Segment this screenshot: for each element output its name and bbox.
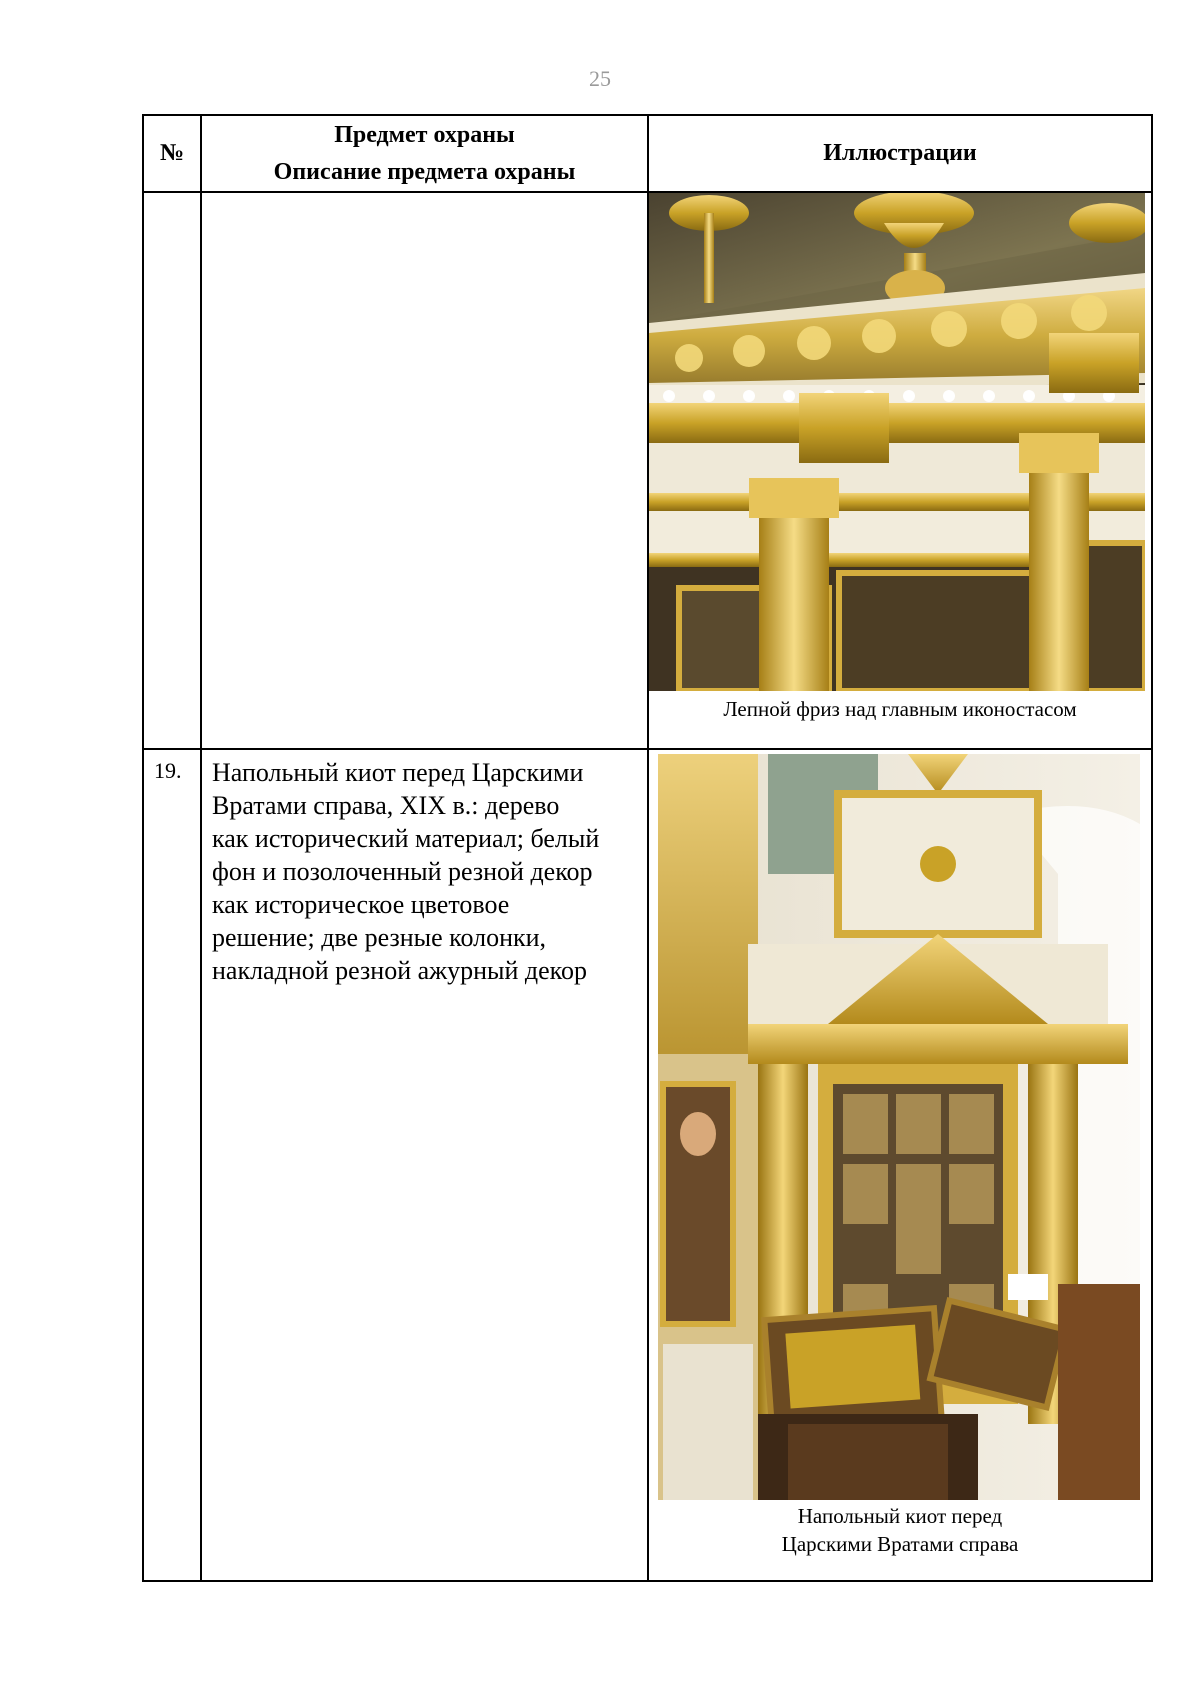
description-line: Напольный киот перед Царскими: [212, 758, 584, 787]
table-row: [143, 749, 1152, 1581]
description-line: накладной резной ажурный декор: [212, 956, 587, 985]
photo-container: [649, 193, 1151, 723]
row-description: [202, 750, 647, 987]
row-description-cell: [201, 749, 648, 1581]
header-description-line1: Предмет охраны: [334, 121, 515, 148]
description-line: как историческое цветовое: [212, 890, 510, 919]
kiot-photo: [658, 754, 1140, 1500]
row-num-cell: 19.: [143, 749, 201, 1581]
description-line: как исторический материал; белый: [212, 824, 600, 853]
description-line: фон и позолоченный резной декор: [212, 857, 593, 886]
table-row: [143, 192, 1152, 749]
photo-container: [649, 750, 1151, 1558]
header-description-line2: Описание предмета охраны: [273, 158, 576, 185]
row-num-cell: [143, 192, 201, 749]
row-illustration-cell: [648, 749, 1152, 1581]
header-description: [201, 115, 648, 192]
protection-table: [142, 114, 1153, 1582]
photo-caption-line: Царскими Вратами справа: [781, 1532, 1019, 1556]
photo-caption: Лепной фриз над главным иконостасом: [723, 697, 1077, 721]
row-illustration-cell: [648, 192, 1152, 749]
header-num: №: [143, 115, 201, 192]
description-line: решение; две резные колонки,: [212, 923, 547, 952]
description-line: Вратами справа, XIX в.: дерево: [212, 791, 560, 820]
frieze-photo: [649, 193, 1145, 691]
page-number: 25: [589, 66, 611, 91]
photo-caption-line: Напольный киот перед: [797, 1504, 1003, 1528]
table-header-row: [143, 115, 1152, 192]
photo-caption: [649, 1500, 1151, 1558]
row-description-cell: [201, 192, 648, 749]
header-illustrations: Иллюстрации: [648, 115, 1152, 192]
